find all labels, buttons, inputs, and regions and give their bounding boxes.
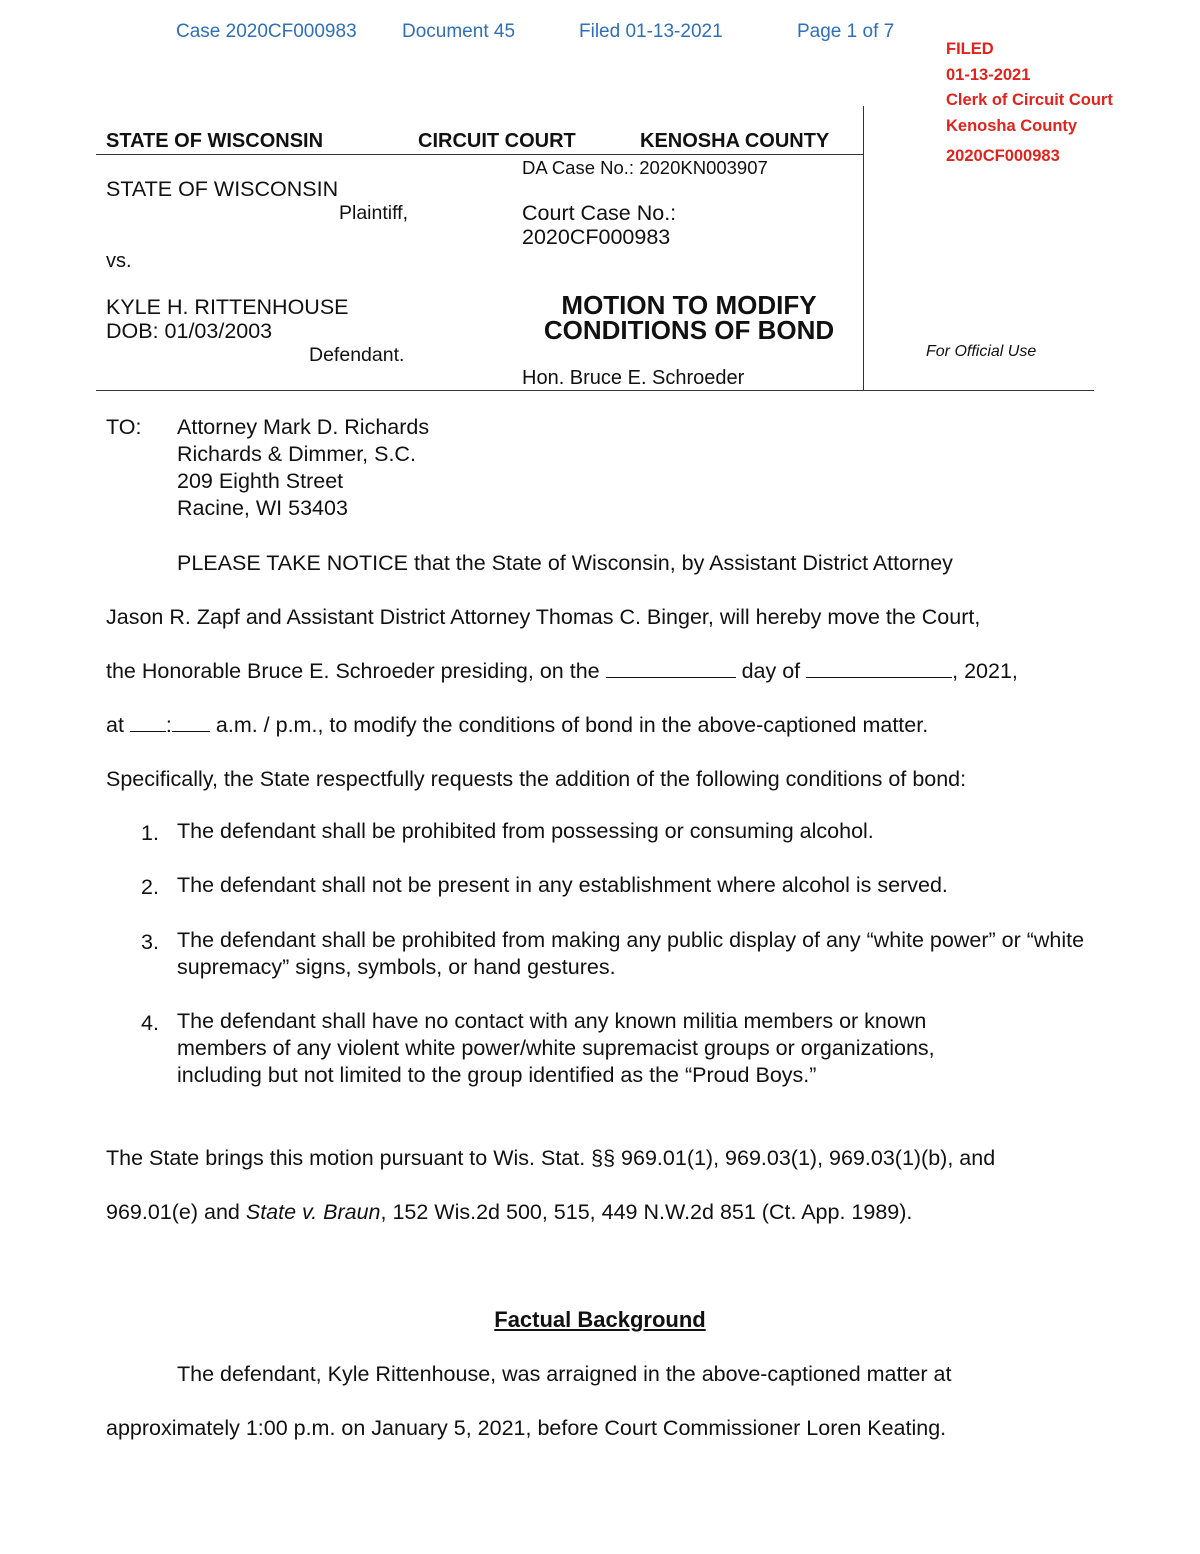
- list-item-number: 2.: [141, 875, 159, 899]
- stamp-line: 01-13-2021: [946, 66, 1031, 84]
- versus: vs.: [106, 250, 132, 272]
- notice-text: at: [106, 713, 124, 737]
- stamp-line: FILED: [946, 40, 994, 58]
- plaintiff-role: Plaintiff,: [339, 202, 409, 224]
- notice-line: Specifically, the State respectfully requests the addition of the following conditions of bond:: [106, 767, 967, 791]
- section-heading: [0, 1307, 1200, 1333]
- caption-court: CIRCUIT COURT: [418, 130, 576, 152]
- notice-text: the Honorable Bruce E. Schroeder presiding, on the: [106, 659, 600, 683]
- header-document: Document 45: [402, 21, 516, 42]
- month-blank[interactable]: [806, 659, 952, 678]
- defendant-name: KYLE H. RITTENHOUSE: [106, 295, 349, 319]
- list-item-number: 3.: [141, 930, 159, 954]
- statute-line-citation: [106, 1200, 912, 1225]
- statute-text: 969.01(e) and: [106, 1200, 246, 1224]
- statute-text: , 152 Wis.2d 500, 515, 449 N.W.2d 851 (Ct. App. 1989).: [380, 1200, 913, 1224]
- stamp-line: Clerk of Circuit Court: [946, 91, 1113, 109]
- notice-text: :: [165, 713, 172, 737]
- notice-text: a.m. / p.m., to modify the conditions of bond in the above-captioned matter.: [215, 713, 929, 737]
- list-item: The defendant shall be prohibited from possessing or consuming alcohol.: [177, 819, 874, 843]
- caption-county: KENOSHA COUNTY: [640, 130, 830, 152]
- section-heading-text: Factual Background: [494, 1307, 706, 1332]
- notice-text: , 2021,: [952, 659, 1018, 683]
- defendant-dob: DOB: 01/03/2003: [106, 319, 273, 343]
- motion-title: [522, 290, 856, 345]
- statute-line: The State brings this motion pursuant to Wis. Stat. §§ 969.01(1), 969.03(1), 969.03(1)(b), and: [106, 1146, 996, 1170]
- notice-line: Jason R. Zapf and Assistant District Attorney Thomas C. Binger, will hereby move the Court,: [106, 605, 981, 629]
- caption-vertical-rule: [863, 106, 864, 390]
- caption-state: STATE OF WISCONSIN: [106, 130, 324, 152]
- da-case-number: DA Case No.: 2020KN003907: [522, 157, 768, 178]
- header-case: Case 2020CF000983: [176, 21, 357, 42]
- caption-bottom-rule: [96, 390, 1094, 391]
- list-item: The defendant shall have no contact with any known militia members or known members of any violent white power/white supremacist groups or organizations, including but not limited to the group identified as the “Proud Boys.”: [177, 1009, 935, 1087]
- factual-line: approximately 1:00 p.m. on January 5, 2021, before Court Commissioner Loren Keating.: [106, 1416, 947, 1440]
- recipient-line: Attorney Mark D. Richards: [177, 415, 430, 439]
- header-page: Page 1 of 7: [797, 21, 895, 42]
- court-case-label: Court Case No.:: [522, 201, 677, 225]
- day-blank[interactable]: [606, 659, 736, 678]
- list-item-number: 1.: [141, 821, 159, 845]
- stamp-line: Kenosha County: [946, 117, 1078, 135]
- notice-line-date: [106, 659, 1018, 684]
- caption-divider: [96, 154, 864, 155]
- factual-line: The defendant, Kyle Rittenhouse, was arraigned in the above-captioned matter at: [177, 1362, 952, 1386]
- recipient-line: 209 Eighth Street: [177, 469, 344, 493]
- list-item: The defendant shall not be present in any establishment where alcohol is served.: [177, 873, 948, 897]
- list-item: The defendant shall be prohibited from making any public display of any “white power” or “white supremacy” signs, symbols, or hand gestures.: [177, 928, 1085, 979]
- judge-name: Hon. Bruce E. Schroeder: [522, 367, 745, 389]
- plaintiff-name: STATE OF WISCONSIN: [106, 177, 339, 201]
- stamp-line: 2020CF000983: [946, 147, 1060, 165]
- hour-blank[interactable]: [130, 713, 166, 732]
- list-item-number: 4.: [141, 1011, 159, 1035]
- notice-line-time: [106, 713, 928, 738]
- minute-blank[interactable]: [172, 713, 210, 732]
- motion-title-line: MOTION TO MODIFY: [561, 290, 817, 320]
- court-case-number: 2020CF000983: [522, 225, 671, 249]
- motion-title-line: CONDITIONS OF BOND: [543, 315, 835, 345]
- header-filed: Filed 01-13-2021: [579, 21, 723, 42]
- notice-line: PLEASE TAKE NOTICE that the State of Wisconsin, by Assistant District Attorney: [177, 551, 953, 575]
- case-citation: State v. Braun: [245, 1200, 381, 1224]
- recipient-line: Racine, WI 53403: [177, 496, 348, 520]
- to-label: TO:: [106, 415, 142, 439]
- recipient-line: Richards & Dimmer, S.C.: [177, 442, 416, 466]
- notice-text: day of: [741, 659, 801, 683]
- defendant-role: Defendant.: [309, 344, 405, 366]
- official-use-label: For Official Use: [926, 343, 1037, 360]
